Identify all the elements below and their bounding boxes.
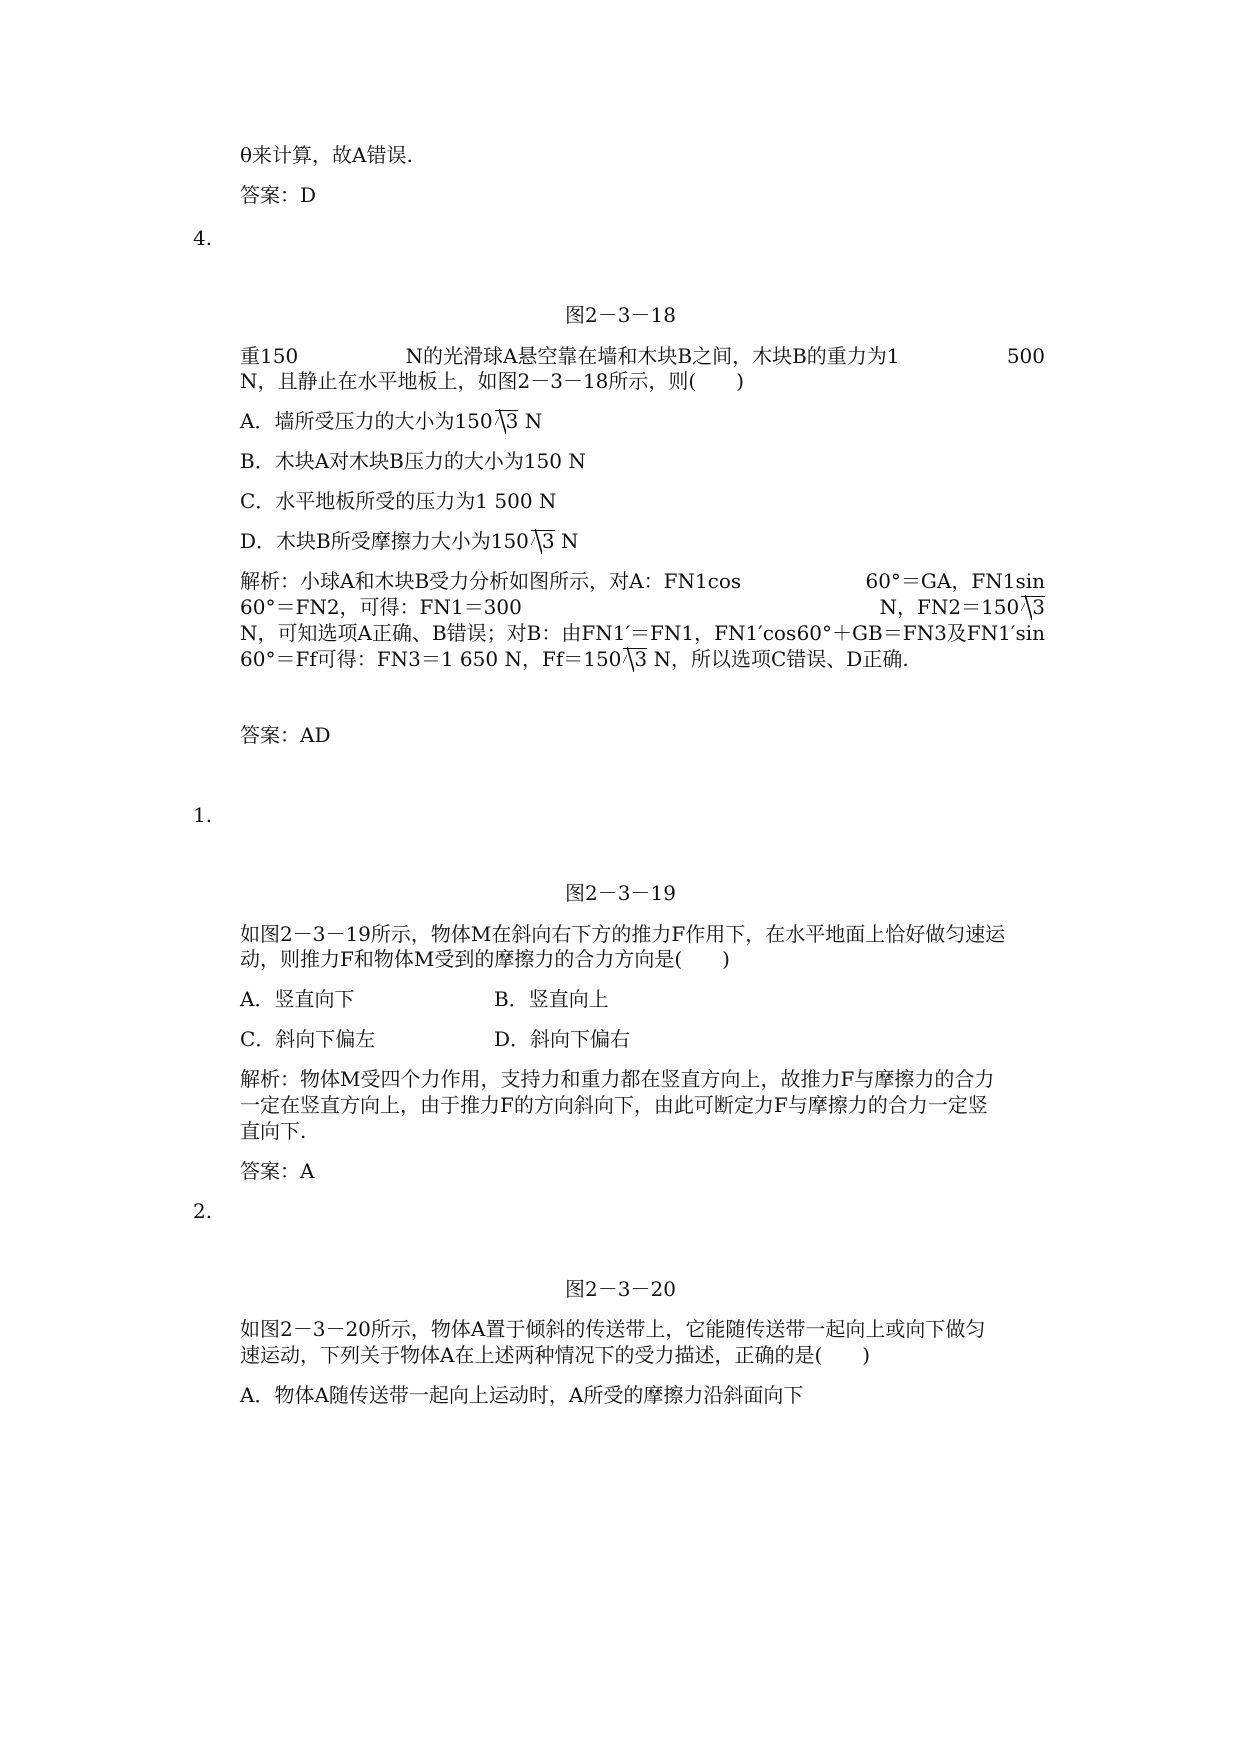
q4-stem-seg2: N的光滑球A悬空靠在墙和木块B之间，木块B的重力为1	[405, 344, 900, 368]
q4-option-c: C．水平地板所受的压力为1 500 N	[240, 489, 557, 513]
sqrt-sign: 3	[531, 530, 555, 551]
q1-answer: 答案：A	[240, 1159, 315, 1183]
q1-option-b: B．竖直向上	[494, 987, 609, 1011]
q4-option-a-text: A．墙所受压力的大小为150	[240, 409, 493, 433]
figure-caption-2-3-19: 图2－3－19	[565, 881, 676, 905]
q4-solution-seg3: 60°＝FN2，可得：FN1＝300	[240, 595, 522, 619]
q2-stem-line2: 速运动，下列关于物体A在上述两种情况下的受力描述，正确的是( )	[240, 1343, 871, 1367]
sqrt-sign: 3	[495, 410, 519, 431]
q4-option-d	[240, 528, 579, 554]
sqrt-sign: 3	[1021, 596, 1045, 617]
question-number-1: 1.	[193, 803, 213, 827]
question-number-4: 4.	[193, 226, 213, 250]
q4-solution-line4-tail: N，所以选项C错误、D正确.	[647, 647, 909, 671]
q4-stem-line2: N，且静止在水平地板上，如图2－3－18所示，则( )	[240, 369, 745, 393]
q2-stem-line1: 如图2－3－20所示，物体A置于倾斜的传送带上，它能随传送带一起向上或向下做匀	[240, 1317, 986, 1341]
q4-solution-seg6: 60°＋GB＝FN3及FN1′sin	[796, 621, 1045, 645]
q4-solution-seg1: 解析：小球A和木块B受力分析如图所示，对A：FN1cos	[240, 569, 742, 593]
q1-stem-line2: 动，则推力F和物体M受到的摩擦力的合力方向是( )	[240, 947, 730, 971]
q1-option-c: C．斜向下偏左	[240, 1027, 376, 1051]
q4-solution-seg2: 60°＝GA，FN1sin	[865, 569, 1045, 593]
q4-solution-seg4-text: N，FN2＝150	[879, 595, 1020, 619]
question-number-2: 2.	[193, 1199, 213, 1223]
q4-option-d-text: D．木块B所受摩擦力大小为150	[240, 529, 529, 553]
q4-solution-seg4	[879, 594, 1045, 620]
q1-solution-line3: 直向下.	[240, 1119, 307, 1143]
q4-answer: 答案：AD	[240, 723, 331, 747]
q1-stem-line1: 如图2－3－19所示，物体M在斜向右下方的推力F作用下，在水平地面上恰好做匀速运	[240, 922, 1006, 946]
prev-solution-tail: θ来计算，故A错误.	[240, 143, 413, 167]
q4-option-a-unit: N	[518, 409, 543, 433]
q4-stem-seg3: 500	[1006, 344, 1045, 368]
q4-stem-seg1: 重150	[240, 344, 299, 368]
q1-solution-line2: 一定在竖直方向上，由于推力F的方向斜向下，由此可断定力F与摩擦力的合力一定竖	[240, 1093, 988, 1117]
q4-solution-seg5: N，可知选项A正确、B错误；对B：由FN1′＝FN1，FN1′cos	[240, 621, 797, 645]
q1-solution-line1: 解析：物体M受四个力作用，支持力和重力都在竖直方向上，故推力F与摩擦力的合力	[240, 1067, 995, 1091]
q4-stem-line1	[240, 343, 1045, 369]
q4-option-a	[240, 408, 542, 434]
q2-option-a: A．物体A随传送带一起向上运动时，A所受的摩擦力沿斜面向下	[240, 1383, 804, 1407]
figure-caption-2-3-20: 图2－3－20	[565, 1277, 676, 1301]
q4-solution-line2	[240, 594, 1045, 620]
sqrt-sign: 3	[623, 648, 647, 669]
q4-solution-line3	[240, 620, 1045, 646]
q1-option-d: D．斜向下偏右	[494, 1027, 631, 1051]
q1-option-a: A．竖直向下	[240, 987, 355, 1011]
q4-solution-line4	[240, 646, 909, 672]
figure-caption-2-3-18: 图2－3－18	[565, 303, 676, 327]
q4-solution-line4-text: 60°＝Ff可得：FN3＝1 650 N，Ff＝150	[240, 647, 622, 671]
q4-option-b: B．木块A对木块B压力的大小为150 N	[240, 449, 586, 473]
q4-option-d-unit: N	[554, 529, 579, 553]
prev-answer: 答案：D	[240, 183, 317, 207]
q4-solution-line1	[240, 568, 1045, 594]
